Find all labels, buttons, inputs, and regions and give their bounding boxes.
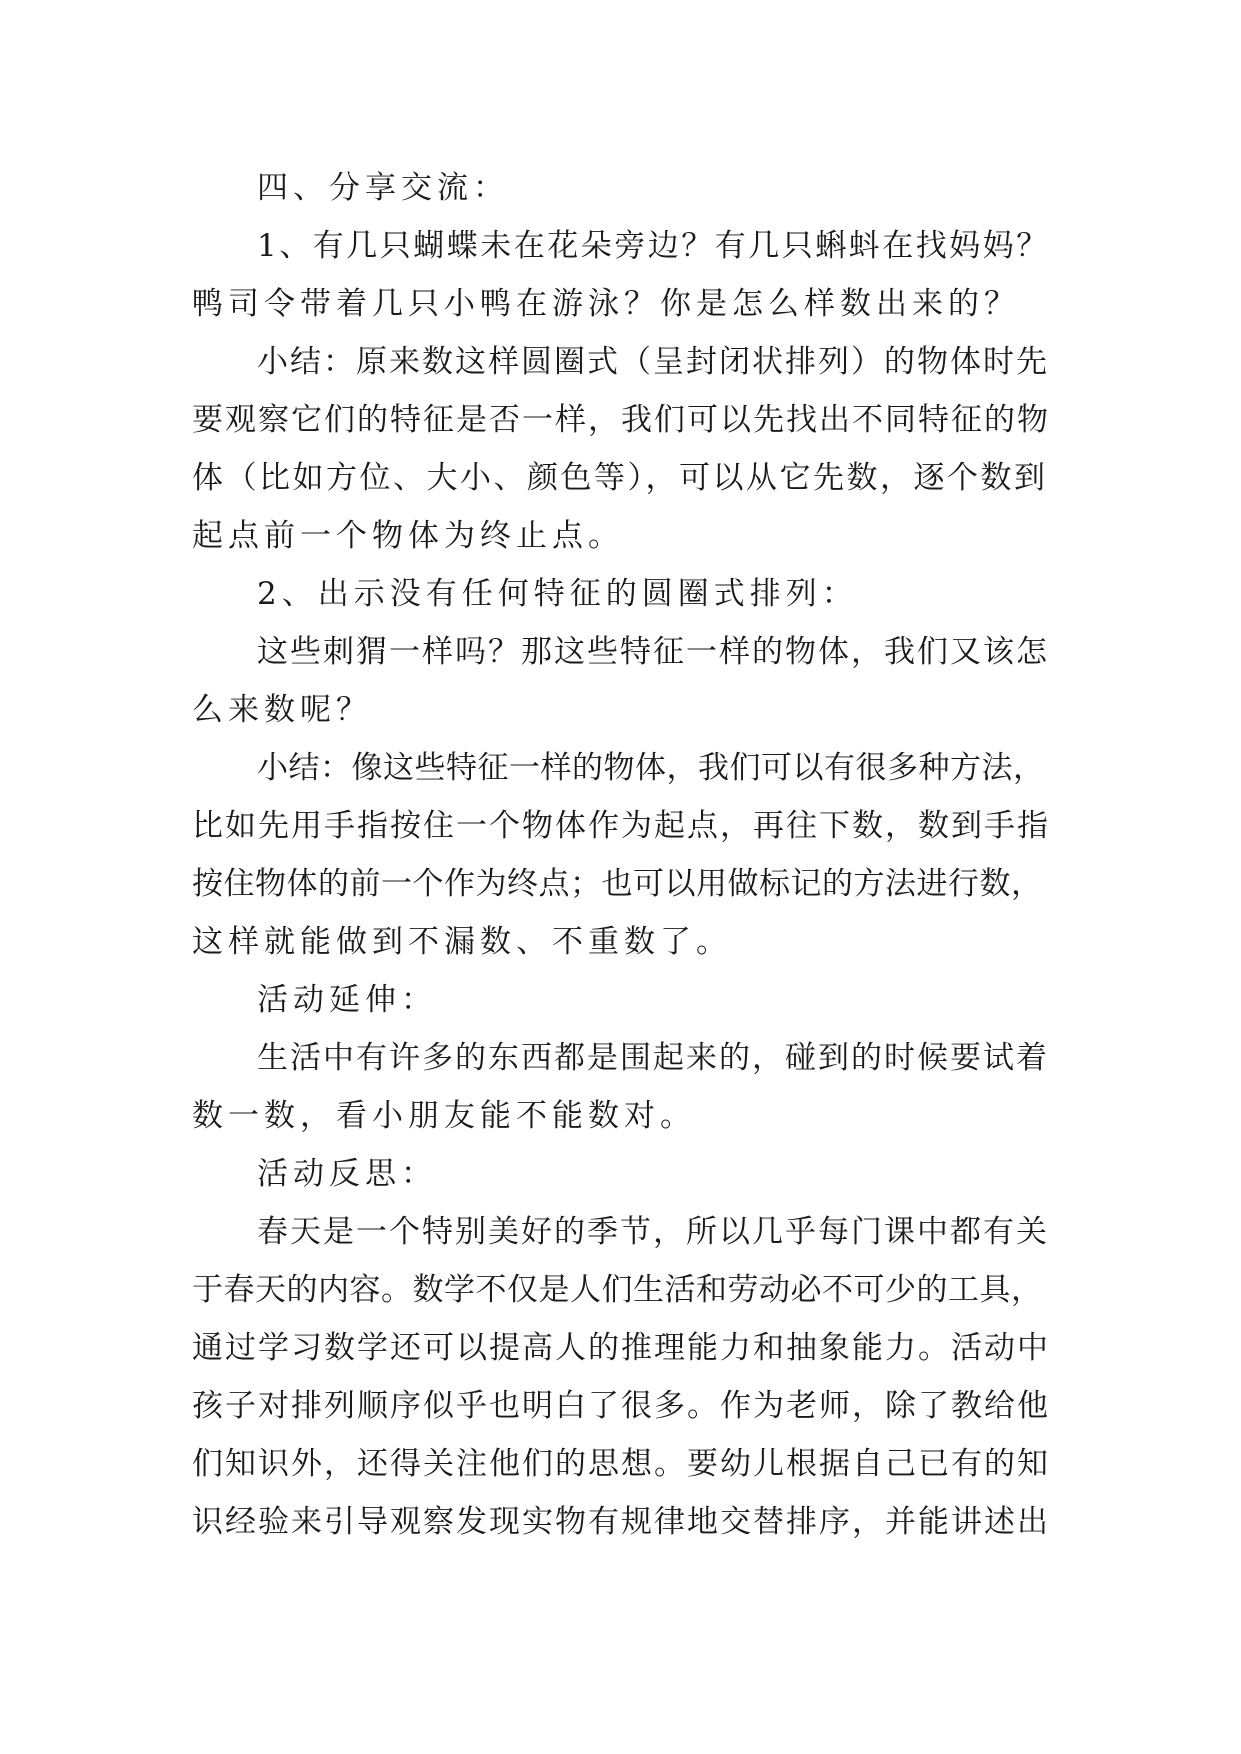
section-heading-share: 四、分享交流：: [257, 170, 509, 206]
paragraph-line: 孩子对排列顺序似乎也明白了很多。作为老师，除了教给他: [192, 1388, 1050, 1424]
paragraph-line: 生活中有许多的东西都是围起来的，碰到的时候要试着: [257, 1040, 1049, 1076]
paragraph-line: 识经验来引导观察发现实物有规律地交替排序，并能讲述出: [192, 1504, 1050, 1540]
paragraph-line: 们知识外，还得关注他们的思想。要幼儿根据自己已有的知: [192, 1446, 1050, 1482]
paragraph-line: 1、有几只蝴蝶未在花朵旁边？有几只蝌蚪在找妈妈？: [257, 228, 1050, 264]
paragraph-line: 鸭司令带着几只小鸭在游泳？你是怎么样数出来的？: [192, 286, 1020, 322]
paragraph-line: 么来数呢？: [192, 692, 372, 728]
paragraph-line: 小结：像这些特征一样的物体，我们可以有很多种方法，: [257, 750, 1045, 786]
paragraph-line: 比如先用手指按住一个物体作为起点，再往下数，数到手指: [192, 808, 1050, 844]
paragraph-line: 这些刺猬一样吗？那这些特征一样的物体，我们又该怎: [257, 634, 1049, 670]
section-heading-reflection: 活动反思：: [257, 1156, 437, 1192]
paragraph-line: 春天是一个特别美好的季节，所以几乎每门课中都有关: [257, 1214, 1049, 1250]
paragraph-line: 通过学习数学还可以提高人的推理能力和抽象能力。活动中: [192, 1330, 1050, 1366]
paragraph-line: 2、出示没有任何特征的圆圈式排列：: [257, 576, 858, 612]
paragraph-line: 按住物体的前一个作为终点；也可以用做标记的方法进行数，: [192, 866, 1043, 902]
paragraph-line: 小结：原来数这样圆圈式（呈封闭状排列）的物体时先: [257, 344, 1049, 380]
paragraph-line: 起点前一个物体为终止点。: [192, 518, 624, 554]
paragraph-line: 体（比如方位、大小、颜色等），可以从它先数，逐个数到: [192, 460, 1048, 496]
paragraph-line: 要观察它们的特征是否一样，我们可以先找出不同特征的物: [192, 402, 1050, 438]
paragraph-line: 于春天的内容。数学不仅是人们生活和劳动必不可少的工具，: [192, 1272, 1043, 1308]
paragraph-line: 数一数，看小朋友能不能数对。: [192, 1098, 696, 1134]
paragraph-line: 这样就能做到不漏数、不重数了。: [192, 924, 732, 960]
section-heading-extension: 活动延伸：: [257, 982, 437, 1018]
